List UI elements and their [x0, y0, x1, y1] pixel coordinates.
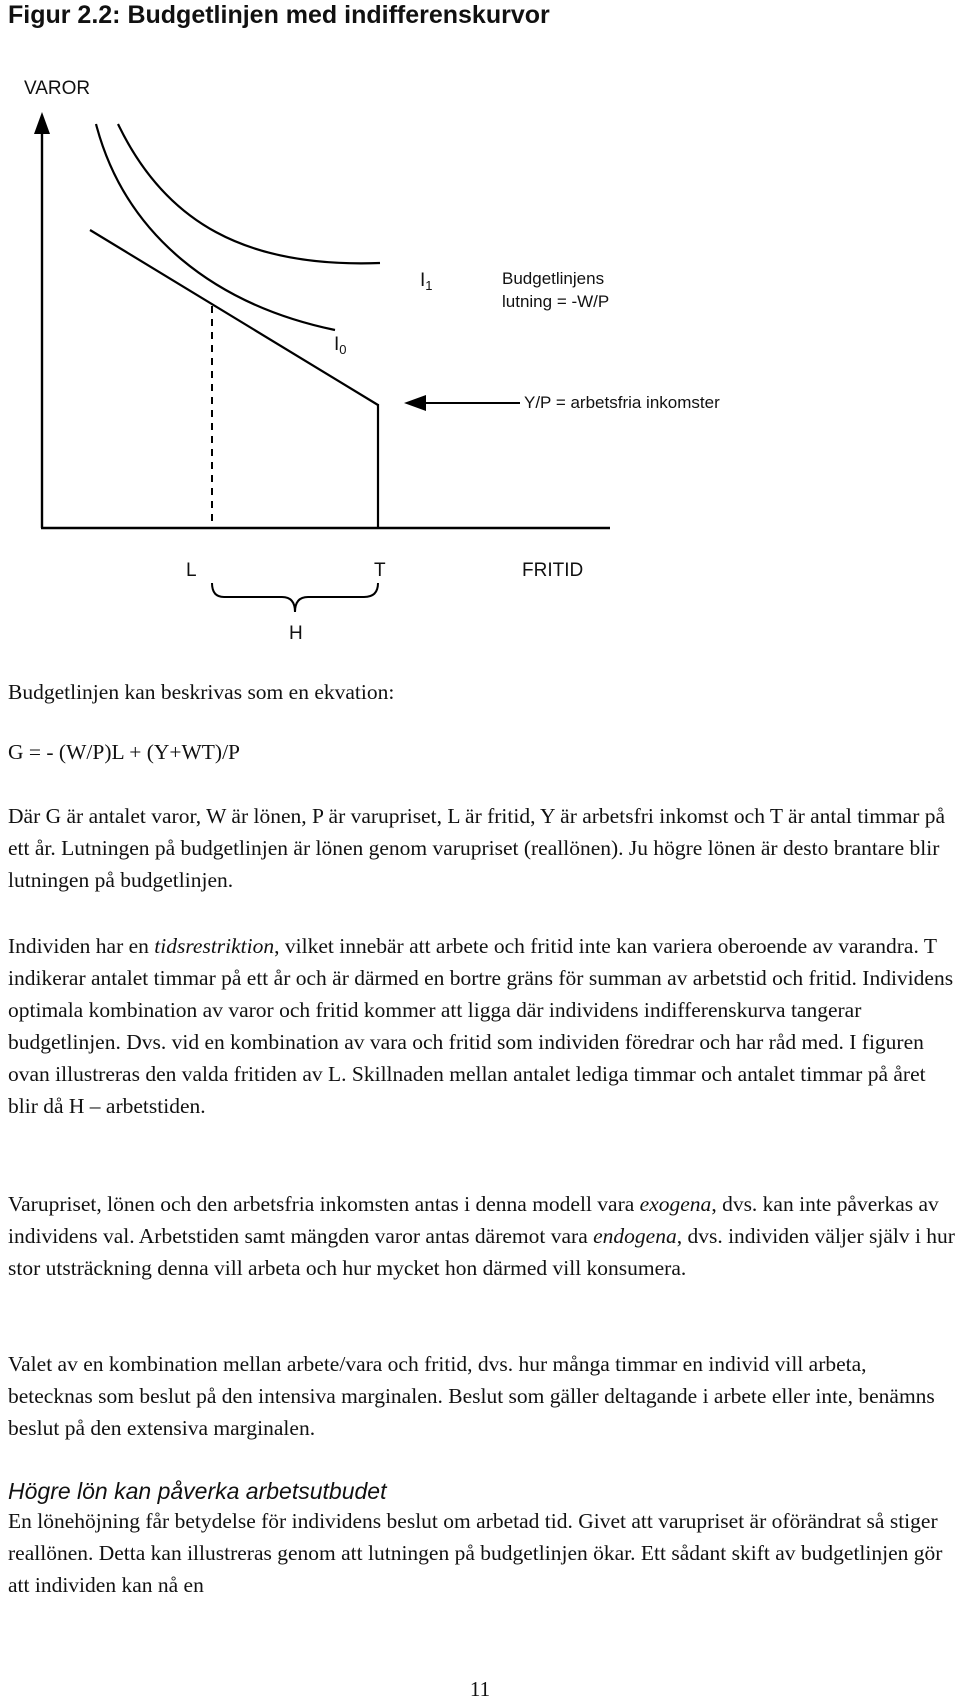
income-note: Y/P = arbetsfria inkomster	[524, 393, 720, 412]
y-axis-arrowhead	[34, 112, 50, 134]
curve-label-i1: $I_1$	[420, 270, 433, 293]
income-arrow-head	[404, 395, 426, 411]
budget-line-figure	[0, 0, 960, 660]
h-label: H	[289, 623, 303, 644]
term-endogena: endogena	[593, 1224, 677, 1248]
paragraph-1	[8, 800, 956, 896]
budget-line	[90, 230, 378, 405]
t-label: T	[374, 560, 386, 581]
paragraph-3	[8, 1188, 956, 1284]
paragraph-3-text: Varupriset, lönen och den arbetsfria inkomsten antas i denna modell vara exogena, dvs. kan inte påverkas av individens val. Arbetstiden samt mängden varor antas däremot vara endogena, dvs. individen väljer själv i hur stor utsträckning denna vill arbeta och hur mycket hon därmed vill konsumera.	[8, 1192, 955, 1280]
h-brace	[212, 583, 378, 612]
slope-note-line2: lutning = -W/P	[502, 292, 610, 311]
section-heading-text: Högre lön kan påverka arbetsutbudet	[8, 1478, 387, 1504]
l-label: L	[186, 560, 197, 581]
slope-note-line1: Budgetlinjens	[502, 269, 605, 288]
term-tidsrestriktion: tidsrestriktion	[154, 934, 275, 958]
paragraph-4	[8, 1348, 956, 1444]
term-exogena: exogena	[639, 1192, 712, 1216]
intro-text: Budgetlinjen kan beskrivas som en ekvation:	[8, 680, 395, 704]
paragraph-5	[8, 1505, 956, 1601]
paragraph-2	[8, 930, 956, 1122]
indifference-curve-i1	[118, 124, 380, 263]
y-axis-label: VAROR	[24, 78, 91, 99]
paragraph-4-text: Valet av en kombination mellan arbete/vara och fritid, dvs. hur många timmar en individ vill arbeta, betecknas som beslut på den intensiva marginalen. Beslut som gäller deltagande i arbete eller inte, benämns beslut på den extensiva marginalen.	[8, 1352, 935, 1440]
page-number: 11	[469, 1677, 491, 1701]
curve-label-i0: $I_0$	[334, 334, 347, 357]
section-heading	[8, 1477, 956, 1505]
equation: G = - (W/P)L + (Y+WT)/P	[8, 740, 241, 764]
figure-graphic	[0, 0, 960, 660]
x-axis-label: FRITID	[522, 560, 584, 581]
figure-title: Figur 2.2: Budgetlinjen med indifferenskurvor	[8, 1, 550, 29]
paragraph-1-text: Där G är antalet varor, W är lönen, P är varupriset, L är fritid, Y är arbetsfri inkomst och T är antal timmar på ett år. Lutningen på budgetlinjen är lönen genom varupriset (reallönen). Ju högre lönen är desto brantare blir lutningen på budgetlinjen.	[8, 804, 946, 892]
paragraph-5-text: En lönehöjning får betydelse för individens beslut om arbetad tid. Givet att varupriset är oförändrat så stiger reallönen. Detta kan illustreras genom att lutningen på budgetlinjen ökar. Ett sådant skift av budgetlinjen gör att individen kan nå en	[8, 1509, 943, 1597]
paragraph-2-text: Individen har en tidsrestriktion, vilket innebär att arbete och fritid inte kan variera oberoende av varandra. T indikerar antalet timmar på ett år och är därmed en bortre gräns för summan av arbetstid och fritid. Individens optimala kombination av varor och fritid kommer att ligga där individens indifferenskurva tangerar budgetlinjen. Dvs. vid en kombination av vara och fritid som individen föredrar och har råd med. I figuren ovan illustreras den valda fritiden av L. Skillnaden mellan antalet lediga timmar och antalet timmar på året blir då H – arbetstiden.	[8, 934, 954, 1118]
indifference-curve-i0	[96, 124, 335, 330]
